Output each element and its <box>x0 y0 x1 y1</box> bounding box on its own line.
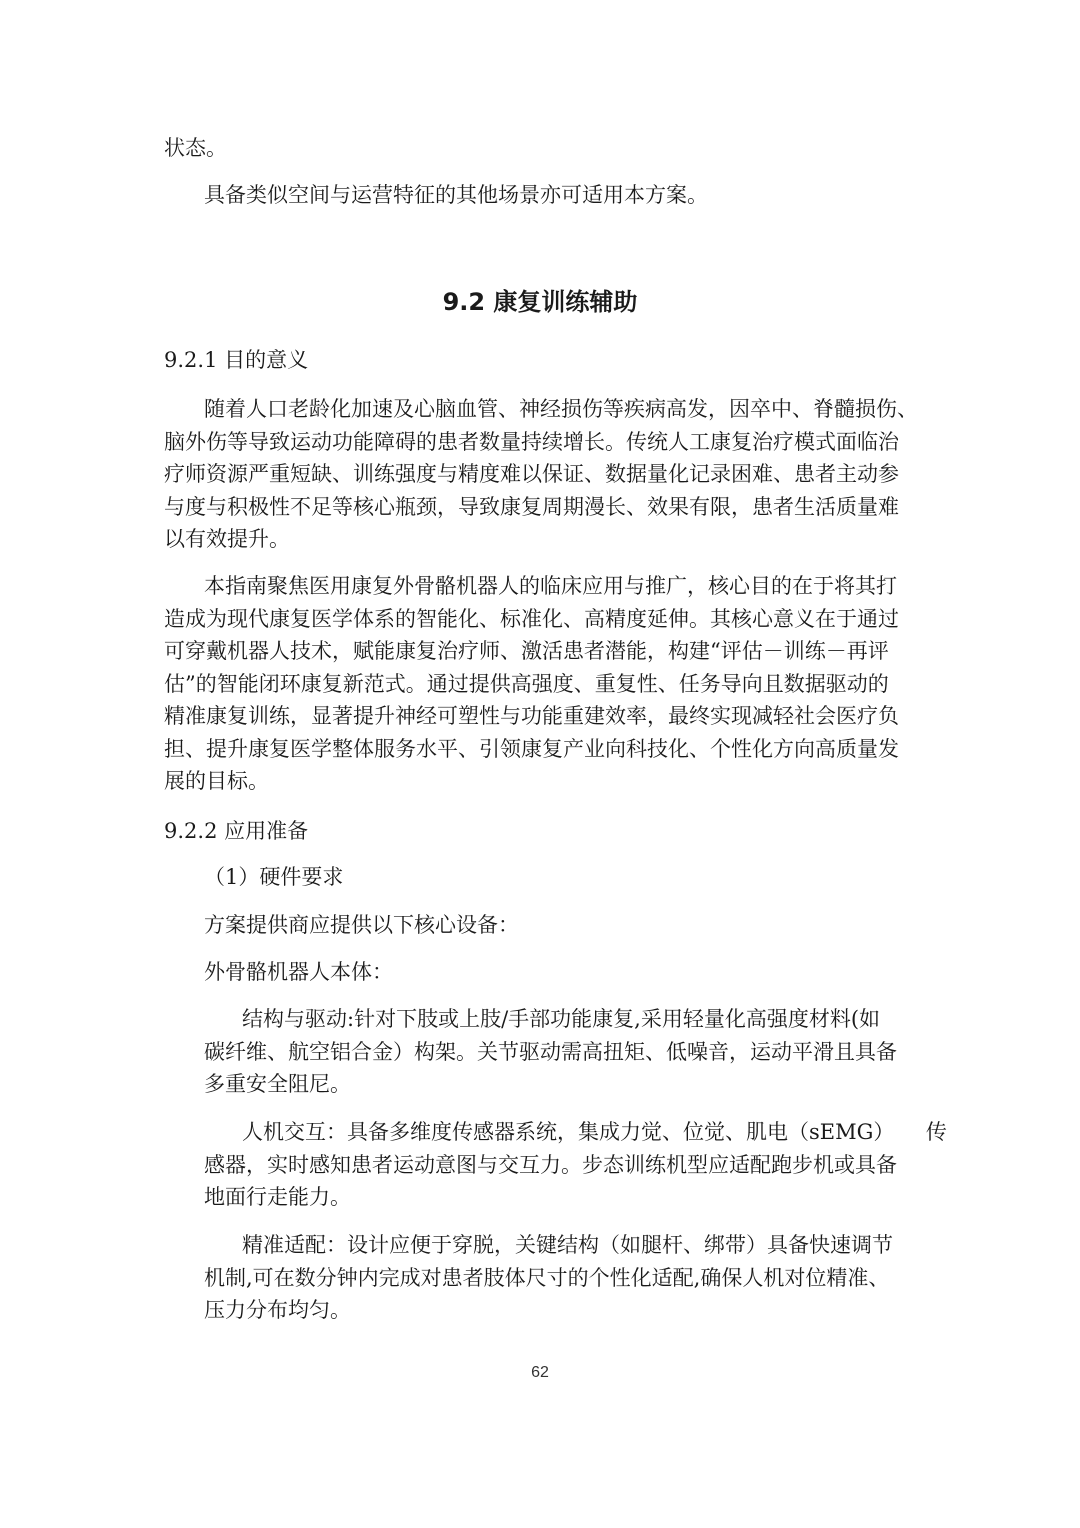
paragraph-line: 可穿戴机器人技术，赋能康复治疗师、激活患者潜能，构建“评估－训练－再评 <box>164 639 889 663</box>
paragraph-line: 担、提升康复医学整体服务水平、引领康复产业向科技化、个性化方向高质量发 <box>164 736 899 761</box>
paragraph-line: 估”的智能闭环康复新范式。通过提供高强度、重复性、任务导向且数据驱动的 <box>164 671 889 696</box>
paragraph-line: 与度与积极性不足等核心瓶颈，导致康复周期漫长、效果有限，患者生活质量难 <box>164 494 899 519</box>
device-heading: 外骨骼机器人本体： <box>204 960 393 984</box>
paragraph-line: 展的目标。 <box>164 769 269 793</box>
paragraph-line: 造成为现代康复医学体系的智能化、标准化、高精度延伸。其核心意义在于通过 <box>164 606 899 631</box>
continuation-text: 状态。 <box>164 136 227 160</box>
paragraph-line: 地面行走能力。 <box>204 1185 351 1209</box>
paragraph-line: 机制,可在数分钟内完成对患者肢体尺寸的个性化适配,确保人机对位精准、 <box>204 1265 890 1290</box>
page-number: 62 <box>531 1364 549 1381</box>
paragraph-line: 随着人口老龄化加速及心脑血管、神经损伤等疾病高发，因卒中、脊髓损伤、 <box>204 397 918 421</box>
paragraph-line: 多重安全阻尼。 <box>204 1072 351 1096</box>
subsection-heading-9-2-2: 9.2.2 应用准备 <box>164 819 309 843</box>
subsection-heading-9-2-1: 9.2.1 目的意义 <box>164 348 309 372</box>
paragraph-line: 人机交互：具备多维度传感器系统，集成力觉、位觉、肌电（sEMG） 传 <box>242 1120 947 1144</box>
paragraph-purpose <box>164 570 899 798</box>
paragraph-human-machine <box>204 1116 947 1214</box>
paragraph-line: 精准康复训练，显著提升神经可塑性与功能重建效率，最终实现减轻社会医疗负 <box>164 704 899 728</box>
paragraph-line: 压力分布均匀。 <box>204 1298 351 1322</box>
paragraph-line: 本指南聚焦医用康复外骨骼机器人的临床应用与推广，核心目的在于将其打 <box>204 574 897 598</box>
paragraph-background <box>164 393 918 556</box>
paragraph-line: 疗师资源严重短缺、训练强度与精度难以保证、数据量化记录困难、患者主动参 <box>164 462 899 486</box>
section-heading-9-2: 9.2 康复训练辅助 <box>442 288 638 316</box>
paragraph-structure-drive <box>204 1003 897 1101</box>
paragraph-line: 碳纤维、航空铝合金）构架。关节驱动需高扭矩、低噪音，运动平滑且具备 <box>204 1039 897 1064</box>
paragraph-line: 感器，实时感知患者运动意图与交互力。步态训练机型应适配跑步机或具备 <box>204 1152 897 1177</box>
paragraph-precise-fit <box>204 1229 893 1327</box>
paragraph-line: 精准适配：设计应便于穿脱，关键结构（如腿杆、绑带）具备快速调节 <box>242 1233 893 1257</box>
paragraph-line: 脑外伤等导致运动功能障碍的患者数量持续增长。传统人工康复治疗模式面临治 <box>164 429 899 454</box>
hardware-requirements-heading: （1）硬件要求 <box>204 865 344 889</box>
applicability-note: 具备类似空间与运营特征的其他场景亦可适用本方案。 <box>204 183 708 207</box>
provider-intro: 方案提供商应提供以下核心设备： <box>204 913 519 937</box>
paragraph-line: 结构与驱动:针对下肢或上肢/手部功能康复,采用轻量化高强度材料(如 <box>242 1007 881 1031</box>
paragraph-line: 以有效提升。 <box>164 527 290 551</box>
